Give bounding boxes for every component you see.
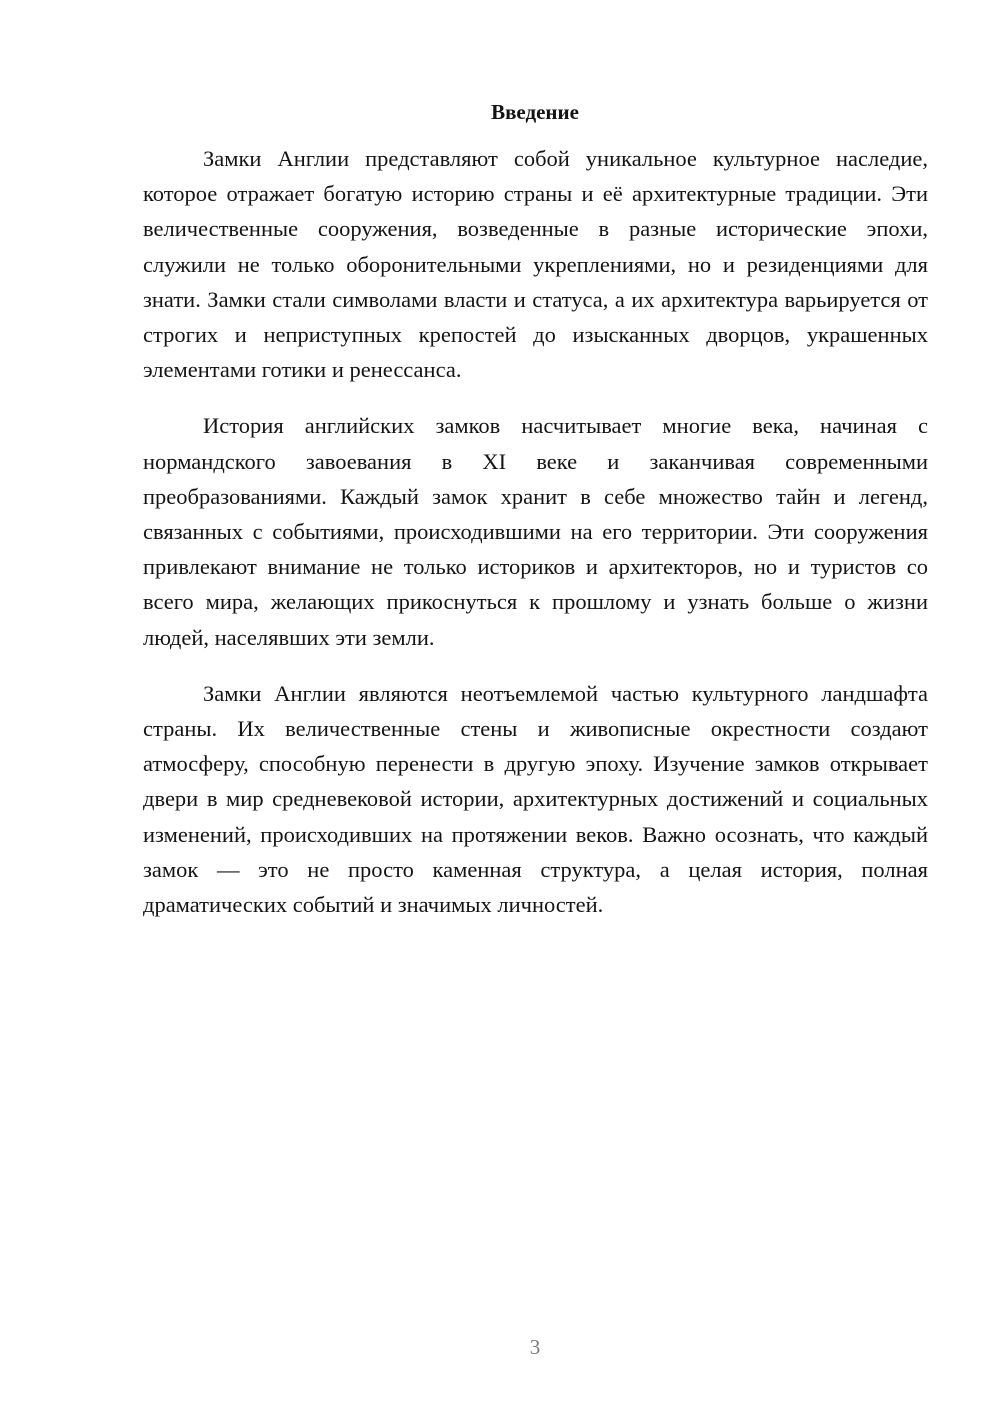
paragraph: История английских замков насчитывает многие века, начиная с нормандского завоевания в XI веке и заканчивая современными преобразованиями. Каждый замок хранит в себе множество тайн и легенд, связанных с событиями, происходившими на его территории. Эти сооружения привлекают внимание не только историков и архитекторов, но и туристов со всего мира, желающих прикоснуться к прошлому и узнать больше о жизни людей, населявших эти земли. [143, 413, 928, 650]
section-title: Введение [491, 100, 579, 124]
paragraph: Замки Англии представляют собой уникальное культурное наследие, которое отражает богатую историю страны и её архитектурные традиции. Эти величественные сооружения, возведенные в разные исторические эпохи, служили не только оборонительными укреплениями, но и резиденциями для знати. Замки стали символами власти и статуса, а их архитектура варьируется от строгих и неприступных крепостей до изысканных дворцов, украшенных элементами готики и ренессанса. [143, 146, 928, 383]
body-text [143, 141, 928, 943]
page-number: 3 [529, 1335, 541, 1359]
paragraph: Замки Англии являются неотъемлемой частью культурного ландшафта страны. Их величественные стены и живописные окрестности создают атмосферу, способную перенести в другую эпоху. Изучение замков открывает двери в мир средневековой истории, архитектурных достижений и социальных изменений, происходивших на протяжении веков. Важно осознать, что каждый замок — это не просто каменная структура, а целая история, полная драматических событий и значимых личностей. [143, 680, 928, 918]
